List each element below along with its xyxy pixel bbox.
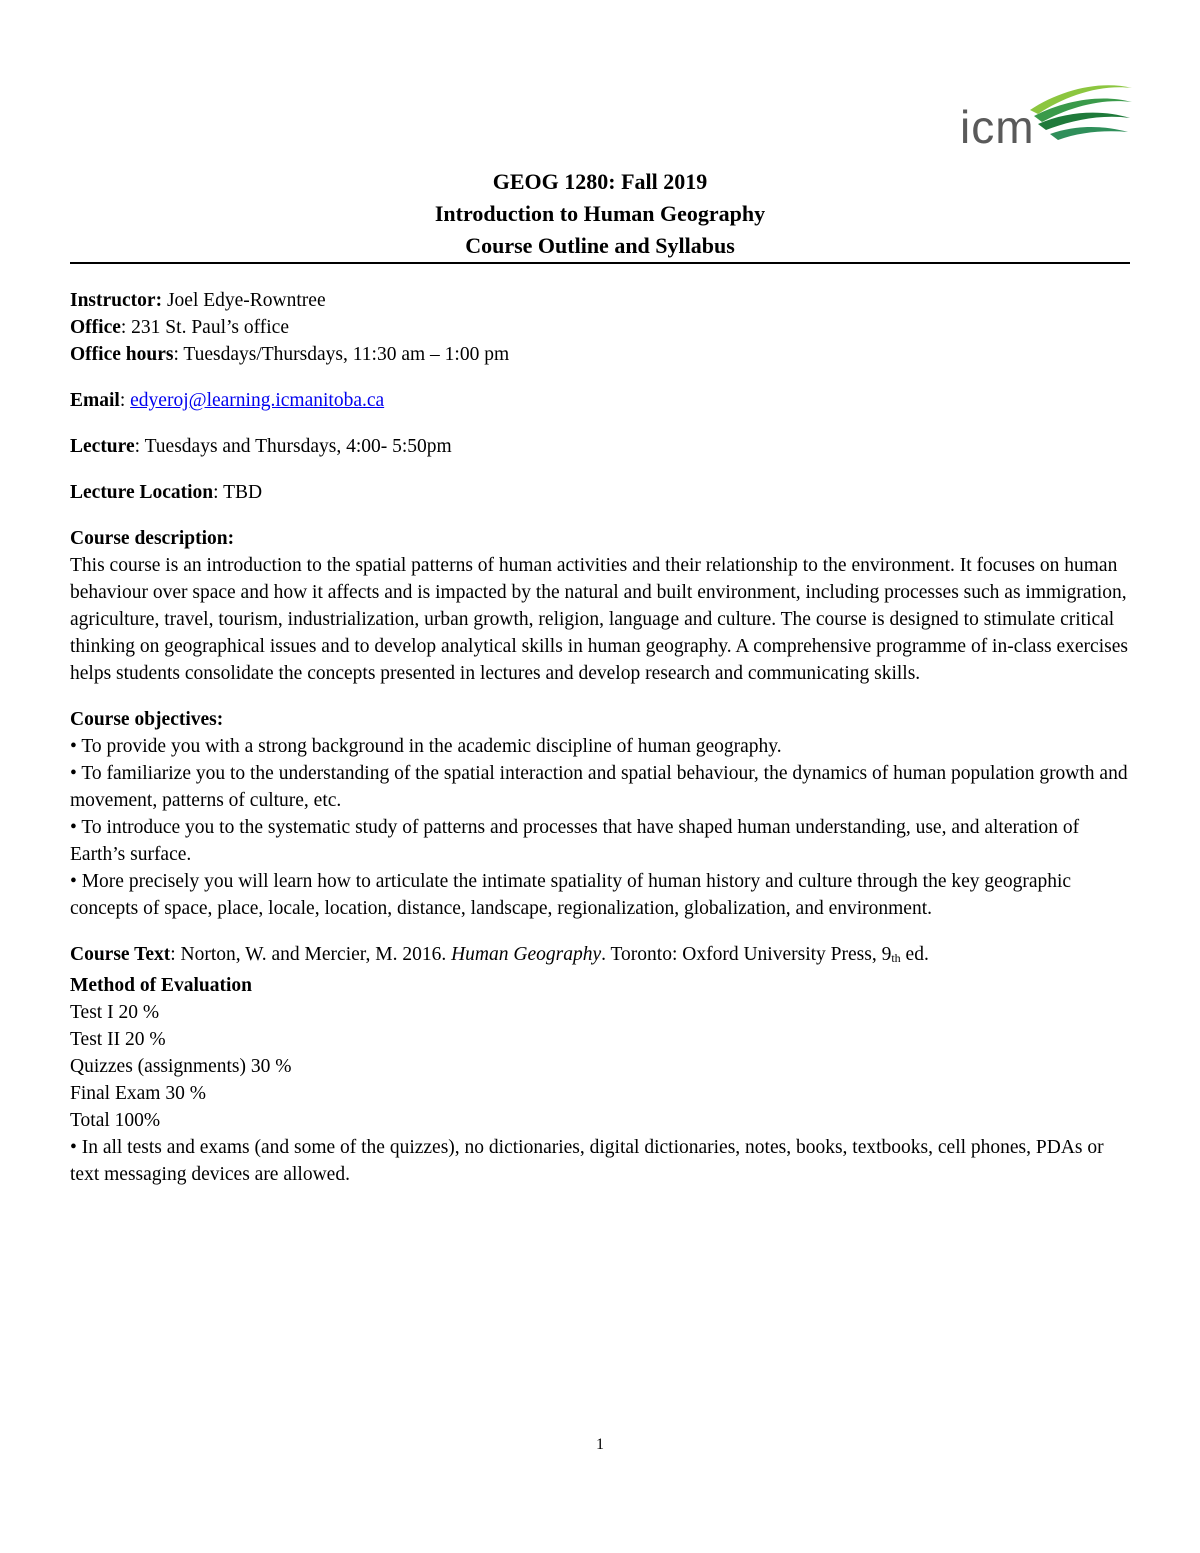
icm-logo [960,70,1135,153]
course-code-title: GEOG 1280: Fall 2019 [492,169,708,194]
course-text-line [70,941,1135,972]
course-description-heading [70,525,1135,552]
objective-item: • To introduce you to the systematic study of patterns and processes that have shaped human understanding, use, and alteration of Earth’s surface. [70,817,1080,865]
office-value: : 231 St. Paul’s office [120,317,289,338]
instructor-line [70,287,1135,314]
objective-item: • To familiarize you to the understanding of the spatial interaction and spatial behaviour, the dynamics of human population growth and movement, patterns of culture, etc. [70,763,1128,811]
office-hours-value: : Tuesdays/Thursdays, 11:30 am – 1:00 pm [173,344,510,365]
course-text-end: ed. [900,944,929,965]
email-label: Email [70,390,120,411]
office-hours-label: Office hours [70,344,174,365]
document-title: Course Outline and Syllabus [465,233,735,258]
document-header [70,166,1130,262]
lecture-location-value: : TBD [213,482,263,503]
evaluation-item: Quizzes (assignments) 30 % [70,1056,292,1077]
office-label: Office [70,317,121,338]
evaluation-heading [70,972,1135,999]
course-objectives-heading-text: Course objectives: [70,709,224,730]
course-title: Introduction to Human Geography [434,201,766,226]
lecture-label: Lecture [70,436,135,457]
evaluation-item: Test I 20 % [70,1002,160,1023]
course-description-text: This course is an introduction to the spatial patterns of human activities and their relationship to the environment. It focuses on human behaviour over space and how it affects and is impacted by the natural and built environment, including processes such as immigration, agriculture, travel, tourism, industrialization, urban growth, religion, language and culture. The course is designed to stimulate critical thinking on geographical issues and to develop analytical skills in human geography. A comprehensive programme of in-class exercises helps students consolidate the concepts presented in lectures and develop research and communicating skills. [70,555,1128,684]
evaluation-item: Test II 20 % [70,1029,166,1050]
course-text-publisher: . Toronto: Oxford University Press, 9 [601,944,892,965]
email-link[interactable]: edyeroj@learning.icmanitoba.ca [130,390,385,411]
instructor-value: Joel Edye-Rowntree [162,290,326,311]
evaluation-note: • In all tests and exams (and some of the quizzes), no dictionaries, digital dictionaries, notes, books, textbooks, cell phones, PDAs or text messaging devices are allowed. [70,1137,1104,1185]
course-text-label: Course Text [70,944,171,965]
course-objectives-heading [70,706,1135,733]
evaluation-total: Total 100% [70,1110,161,1131]
office-hours-line [70,341,1135,368]
course-description-heading-text: Course description: [70,528,235,549]
objective-item: • To provide you with a strong background in the academic discipline of human geography. [70,736,782,757]
page-number: 1 [596,1436,604,1453]
course-text-book-title: Human Geography [451,944,602,965]
logo-text: icm [960,101,1035,153]
course-text-authors: : Norton, W. and Mercier, M. 2016. [170,944,452,965]
lecture-location-line [70,479,1135,506]
lecture-line [70,433,1135,460]
evaluation-item: Final Exam 30 % [70,1083,206,1104]
instructor-label: Instructor: [70,290,163,311]
office-line [70,314,1135,341]
edition-suffix: th [891,951,901,965]
email-line [70,387,1135,414]
header-divider [70,262,1130,264]
document-body [70,287,1135,1188]
lecture-location-label: Lecture Location [70,482,214,503]
lecture-value: : Tuesdays and Thursdays, 4:00- 5:50pm [134,436,452,457]
email-separator: : [119,390,131,411]
evaluation-heading-text: Method of Evaluation [70,975,253,996]
swoosh-logo-mark [1020,70,1135,150]
objective-item: • More precisely you will learn how to articulate the intimate spatiality of human history and culture through the key geographic concepts of space, place, locale, location, distance, landscape, regionalization, globalization, and environment. [70,871,1072,919]
